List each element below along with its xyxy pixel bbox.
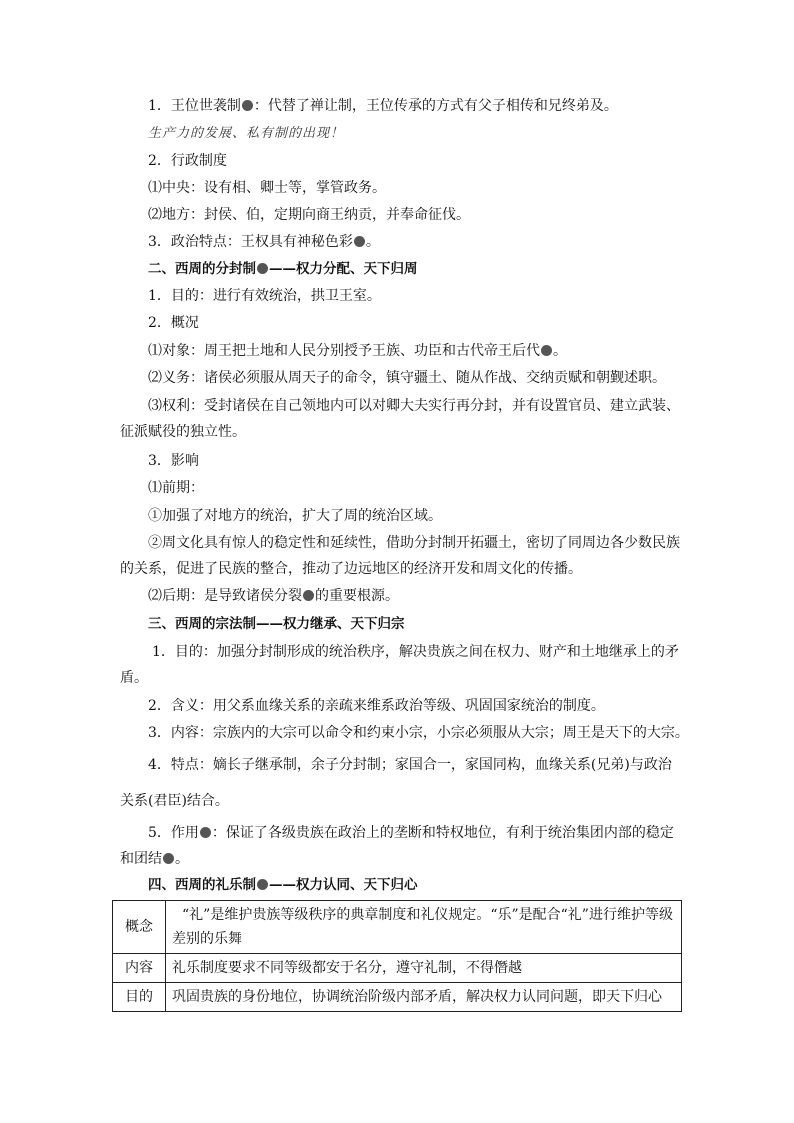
section-heading-fengjian xyxy=(148,256,680,282)
political-feature-text: 3．政治特点：王权具有神秘色彩 xyxy=(148,234,353,250)
annotation-marker-icon xyxy=(242,100,253,111)
zongfa-role-text: ：保证了各级贵族在政治上的垄断和特权地位，有利于统治集团内部的稳定 xyxy=(211,825,674,841)
fengjian-impact-title: 3．影响 xyxy=(148,453,199,469)
zongfa-purpose: 1．目的：加强分封制形成的统治秩序，解决贵族之间在权力、财产和土地继承上的矛盾。 xyxy=(120,644,679,686)
annotation-marker-icon xyxy=(257,879,268,890)
annotation-marker-icon xyxy=(541,345,552,356)
fengjian-objects-text: ⑴对象：周王把土地和人民分别授予王族、功臣和古代帝王后代 xyxy=(148,343,540,359)
succession-paragraph xyxy=(148,93,680,119)
table-row xyxy=(113,901,682,954)
section-heading-liyue xyxy=(148,872,680,898)
fengjian-early-title: ⑴前期： xyxy=(148,480,204,496)
section-heading-zongfa: 三、西周的宗法制——权力继承、天下归宗 xyxy=(148,616,405,632)
liyue-heading-pre: 四、西周的礼乐制 xyxy=(148,877,256,893)
liyue-table xyxy=(112,900,682,1012)
annotation-marker-icon xyxy=(163,853,174,864)
table-cell: “礼”是维护贵族等级秩序的典章制度和礼仪规定。“乐”是配合“礼”进行维护等级差别的乐舞 xyxy=(166,901,682,954)
table-row-head: 内容 xyxy=(113,954,166,983)
zongfa-role-end xyxy=(120,846,680,872)
handwritten-note: 生产力的发展、私有制的出现！ xyxy=(148,126,345,141)
annotation-marker-icon xyxy=(303,590,314,601)
table-cell: 礼乐制度要求不同等级都安于名分，遵守礼制，不得僭越 xyxy=(166,954,682,983)
fengjian-early-point-1: ①加强了对地方的统治，扩大了周的统治区域。 xyxy=(148,508,442,524)
table-row xyxy=(113,954,682,983)
zongfa-traits-line-1: 4．特点：嫡长子继承制，余子分封制；家国合一，家国同构，血缘关系(兄弟)与政治 xyxy=(148,757,672,773)
annotation-marker-icon xyxy=(200,827,211,838)
fengjian-heading-pre: 二、西周的分封制 xyxy=(148,261,256,277)
zongfa-role-label: 5．作用 xyxy=(148,825,199,841)
succession-label: 1．王位世袭制 xyxy=(148,98,241,114)
zongfa-role-end-post: 。 xyxy=(175,851,189,867)
fengjian-overview-title: 2．概况 xyxy=(148,315,199,331)
zongfa-meaning: 2．含义：用父系血缘关系的亲疏来维系政治等级、巩固国家统治的制度。 xyxy=(148,698,605,714)
fengjian-heading-post: ——权力分配、天下归周 xyxy=(269,261,418,277)
fengjian-later-post: 的重要根源。 xyxy=(315,588,399,604)
political-feature-end: 。 xyxy=(365,234,380,250)
succession-text: ：代替了禅让制，王位传承的方式有父子相传和兄终弟及。 xyxy=(253,98,618,114)
political-feature xyxy=(148,229,680,255)
fengjian-later-pre: ⑵后期：是导致诸侯分裂 xyxy=(148,588,302,604)
fengjian-duties: ⑵义务：诸侯必须服从周天子的命令，镇守疆土、随从作战、交纳贡赋和朝觐述职。 xyxy=(148,370,666,386)
annotation-marker-icon xyxy=(257,263,268,274)
fengjian-purpose: 1．目的：进行有效统治，拱卫王室。 xyxy=(148,288,381,304)
admin-title: 2．行政制度 xyxy=(148,153,227,169)
zongfa-role-end-pre: 和团结 xyxy=(120,851,162,867)
admin-local: ⑵地方：封侯、伯，定期向商王纳贡，并奉命征伐。 xyxy=(148,207,470,223)
table-row-head: 概念 xyxy=(113,901,166,954)
zongfa-content: 3．内容：宗族内的大宗可以命令和约束小宗，小宗必须服从大宗；周王是天下的大宗。 xyxy=(148,725,689,741)
table-row xyxy=(113,983,682,1012)
fengjian-objects xyxy=(148,338,680,364)
zongfa-role xyxy=(148,820,680,846)
zongfa-traits-line-2: 关系(君臣)结合。 xyxy=(120,793,229,809)
fengjian-early-point-2: ②周文化具有惊人的稳定性和延续性，借助分封制开拓疆土，密切了同周边各少数民族的关系，促进了民族的整合，推动了边远地区的经济开发和周文化的传播。 xyxy=(120,535,680,577)
admin-central: ⑴中央：设有相、卿士等，掌管政务。 xyxy=(148,180,386,196)
table-row-head: 目的 xyxy=(113,983,166,1012)
fengjian-objects-end: 。 xyxy=(553,343,567,359)
liyue-heading-post: ——权力认同、天下归心 xyxy=(269,877,418,893)
annotation-marker-icon xyxy=(354,236,365,247)
fengjian-rights: ⑶权利：受封诸侯在自己领地内可以对卿大夫实行再分封，并有设置官员、建立武装、征派赋役的独立性。 xyxy=(120,398,680,440)
fengjian-later xyxy=(148,583,680,609)
table-cell: 巩固贵族的身份地位，协调统治阶级内部矛盾，解决权力认同问题，即天下归心 xyxy=(166,983,682,1012)
